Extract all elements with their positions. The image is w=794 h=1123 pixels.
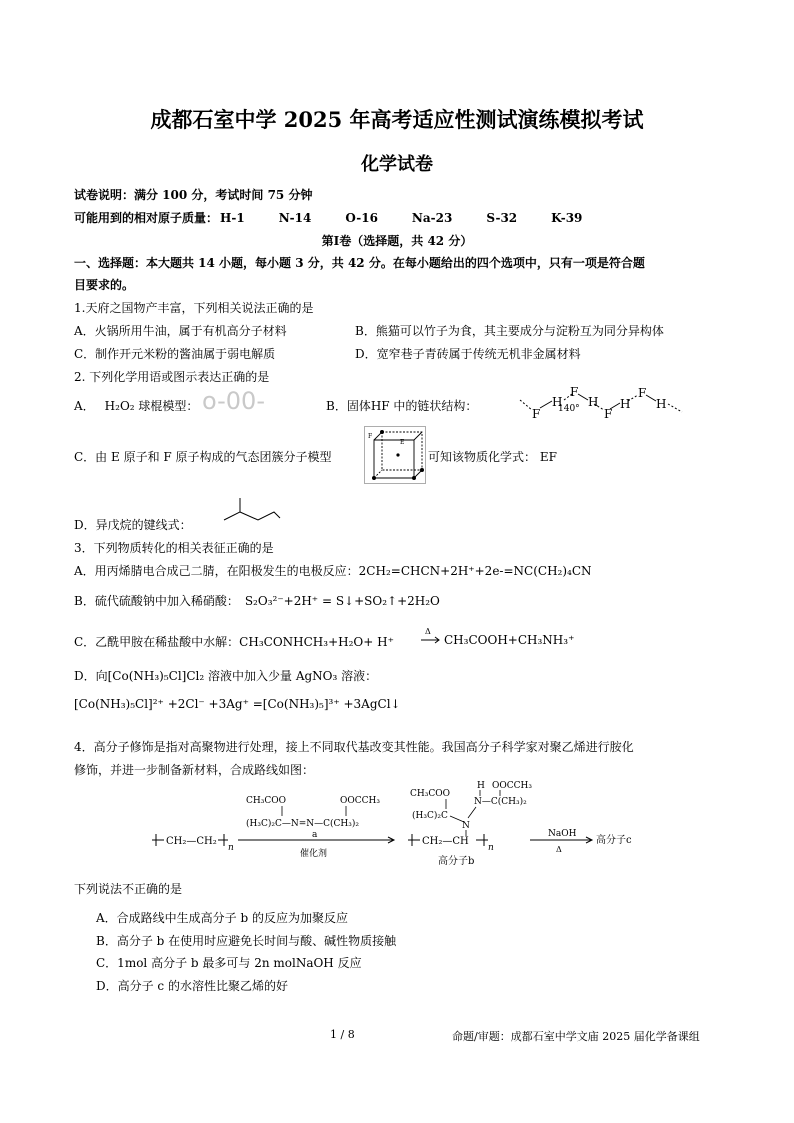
cluster-cube-figure	[364, 426, 426, 484]
reagent-acetate-right: OOCCH₃	[340, 796, 380, 806]
hf-label: F	[638, 386, 647, 400]
q2-a-prefix: A．	[74, 399, 95, 413]
section-instruction-2: 目要求的。	[74, 278, 135, 292]
polymer-c-label: 高分子c	[596, 835, 632, 846]
synthesis-scheme	[150, 776, 670, 876]
q1-option-c: C．制作开元米粉的酱油属于弱电解质	[74, 347, 276, 361]
q4-stem-2: 修饰，并进一步制备新材料，合成路线如图：	[74, 763, 315, 777]
hf-label: F	[570, 385, 579, 399]
isopentane-skeletal-figure	[222, 496, 282, 528]
arrow-heat-label: Δ	[425, 627, 431, 636]
hf-label: F	[604, 407, 613, 421]
b-nitrogen: N	[462, 821, 470, 831]
reaction-arrow-icon	[420, 626, 442, 648]
q3-option-c: C．乙酰甲胺在稀盐酸中水解：CH₃CONHCH₃+H₂O+ H⁺	[74, 635, 394, 649]
q4-option-c: C．1mol 高分子 b 最多可与 2n molNaOH 反应	[96, 956, 362, 970]
b-hydrazine-part: N—C(CH₃)₂	[474, 797, 527, 807]
q3-option-b	[74, 592, 440, 609]
q3-option-d-equation: [Co(NH₃)₅Cl]²⁺ +2Cl⁻ +3Ag⁺ =[Co(NH₃)₅]³⁺ +3AgCl↓	[74, 697, 401, 711]
atomic-mass-item: N-14	[278, 211, 312, 225]
b-polymer-n: n	[488, 843, 494, 853]
exam-note: 试卷说明：满分 100 分，考试时间 75 分钟	[74, 188, 313, 202]
atomic-mass-line	[74, 209, 582, 226]
catalyst-label: 催化剂	[300, 849, 328, 859]
reactant-polyethylene: CH₂—CH₂	[166, 836, 217, 847]
q3-option-c-product: CH₃COOH+CH₃NH₃⁺	[444, 633, 575, 647]
footer-credit: 命题/审题：成都石室中学文庙 2025 届化学备课组	[452, 1030, 700, 1043]
hf-label: F	[532, 407, 541, 421]
q4-option-a: A．合成路线中生成高分子 b 的反应为加聚反应	[96, 911, 348, 925]
q2-option-b: B．固体HF 中的链状结构：	[326, 399, 478, 413]
page-title: 成都石室中学 2025 年高考适应性测试演练模拟考试	[150, 107, 644, 132]
q3-option-d: D．向[Co(NH₃)₅Cl]Cl₂ 溶液中加入少量 AgNO₃ 溶液：	[74, 669, 378, 683]
q4-option-b: B．高分子 b 在使用时应避免长时间与酸、碱性物质接触	[96, 934, 397, 948]
atomic-mass-item: Na-23	[411, 211, 453, 225]
q3-option-a: A．用丙烯腈电合成己二腈，在阳极发生的电极反应：2CH₂=CHCN+2H⁺+2e-=NC(CH₂)₄CN	[74, 564, 592, 578]
b-acetate-left: CH₃COO	[410, 789, 450, 799]
q2-option-d: D．异戊烷的键线式：	[74, 518, 192, 532]
section-heading: 第Ⅰ卷（选择题，共 42 分）	[321, 234, 473, 248]
q4-option-d: D．高分子 c 的水溶性比聚乙烯的好	[96, 979, 288, 993]
q4-stem-1: 4．高分子修饰是指对高聚物进行处理，接上不同取代基改变其性能。我国高分子科学家对聚乙烯进行胺化	[74, 740, 634, 754]
q1-stem: 1.天府之国物产丰富，下列相关说法正确的是	[74, 301, 314, 315]
b-acetate-right: OOCCH₃	[492, 781, 532, 791]
q3-stem: 3．下列物质转化的相关表征正确的是	[74, 541, 274, 555]
page-subtitle: 化学试卷	[361, 154, 433, 175]
cube-label-f: F	[368, 433, 373, 440]
hf-label: H	[552, 395, 563, 409]
q3-b-equation: S₂O₃²⁻+2H⁺ = S↓+SO₂↑+2H₂O	[244, 594, 440, 608]
q4-question: 下列说法不正确的是	[74, 882, 183, 896]
b-hydrogen: H	[477, 781, 485, 791]
reagent-acetate-left: CH₃COO	[246, 796, 286, 806]
q3-b-text: B．硫代硫酸钠中加入稀硝酸：	[74, 594, 239, 608]
hf-label: H	[656, 397, 667, 411]
hf-label: H	[588, 395, 599, 409]
q1-option-a: A．火锅所用牛油，属于有机高分子材料	[74, 324, 287, 338]
naoh-label: NaOH	[548, 829, 577, 839]
reagent-a-label: a	[312, 830, 318, 840]
heat-label: Δ	[556, 845, 562, 854]
polymer-b-label: 高分子b	[438, 856, 475, 867]
q2-stem: 2. 下列化学用语或图示表达正确的是	[74, 370, 270, 384]
atomic-mass-item: O-16	[345, 211, 378, 225]
q1-option-b: B．熊猫可以竹子为食，其主要成分与淀粉互为同分异构体	[355, 324, 664, 338]
hf-chain-figure	[518, 384, 688, 424]
q2-option-c: C．由 E 原子和 F 原子构成的气态团簇分子模型	[74, 450, 332, 464]
q2-a-text: H₂O₂ 球棍模型：	[104, 399, 199, 413]
b-chain: CH₂—CH	[422, 836, 469, 847]
page-number: 1 / 8	[330, 1028, 355, 1041]
q2-option-a	[74, 397, 198, 414]
q2-option-c-suffix: 可知该物质化学式： EF	[428, 450, 557, 464]
atomic-mass-item: K-39	[551, 211, 583, 225]
h2o2-ball-stick-model: o-00-	[202, 387, 265, 415]
reagent-azo: (H₃C)₂C—N=N—C(CH₃)₂	[246, 819, 360, 829]
q1-option-d: D．宽窄巷子青砖属于传统无机非金属材料	[355, 347, 581, 361]
atomic-mass-label: 可能用到的相对原子质量：	[74, 211, 219, 225]
b-dimethyl-left: (H₃C)₂C	[412, 811, 448, 821]
hf-label: H	[620, 397, 631, 411]
atomic-mass-item: S-32	[486, 211, 518, 225]
hf-angle-label: 140°	[558, 404, 580, 414]
atomic-mass-item: H-1	[220, 211, 245, 225]
polymer-n: n	[228, 843, 234, 853]
section-instruction-1: 一、选择题：本大题共 14 小题，每小题 3 分，共 42 分。在每小题给出的四个选项中，只有一项是符合题	[74, 256, 645, 270]
cube-label-e: E	[400, 439, 405, 446]
